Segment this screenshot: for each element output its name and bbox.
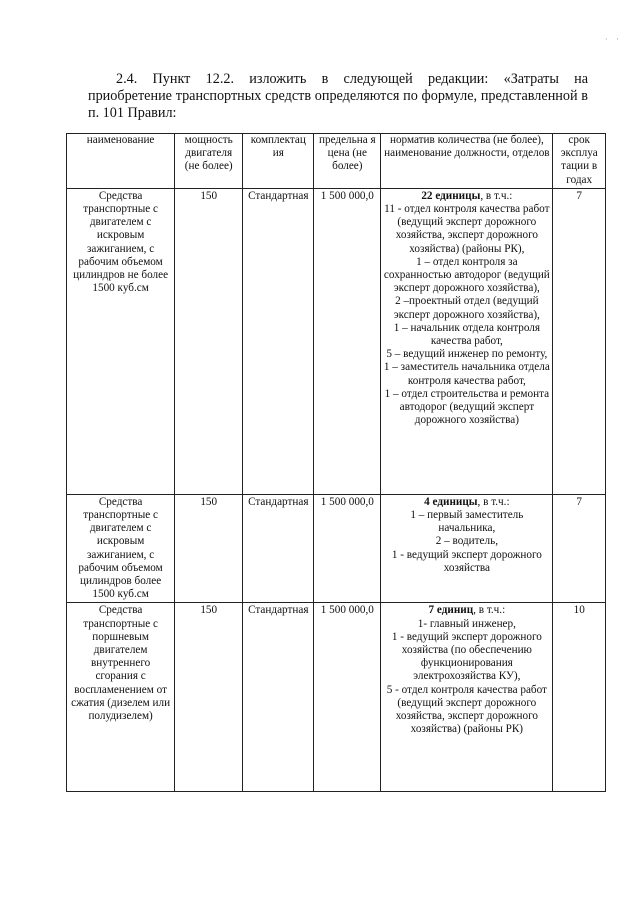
intro-paragraph	[88, 71, 588, 122]
norm-item: 1 - ведущий эксперт дорожного хозяйства	[391, 548, 542, 574]
cell-power: 150	[175, 494, 243, 603]
norm-lead-count: 4 единицы	[424, 495, 478, 508]
scan-specks: · ·	[604, 34, 622, 44]
norm-item: 1- главный инженер,	[417, 617, 516, 630]
cell-power: 150	[175, 188, 243, 494]
header-name: наименование	[67, 134, 175, 189]
cell-name: Средства транспортные с двигателем с искровым зажиганием, с рабочим объемом цилиндров не более 1500 куб.см	[67, 188, 175, 494]
cell-norm	[381, 494, 553, 603]
header-price: предельна я цена (не более)	[314, 134, 381, 189]
intro-line-2: приобретение транспортных средств определяются по формуле, представленной в	[88, 88, 588, 104]
vehicle-costs-table	[66, 133, 606, 792]
norm-item: 1 – начальник отдела контроля качества работ,	[393, 321, 541, 348]
norm-lead	[421, 190, 512, 202]
cell-price: 1 500 000,0	[314, 603, 381, 792]
norm-lead-count: 22 единицы	[421, 189, 481, 202]
norm-item: 11 - отдел контроля качества работ (ведущий эксперт дорожного хозяйства, эксперт дорожного хозяйства) (районы РК),	[384, 203, 550, 255]
header-power: мощность двигателя (не более)	[175, 134, 243, 189]
norm-item: 1 – заместитель начальника отдела контроля качества работ,	[383, 361, 550, 387]
table-header-row	[67, 134, 606, 189]
cell-config: Стандартная	[243, 603, 314, 792]
norm-lead	[429, 604, 506, 616]
table-row	[67, 494, 606, 603]
intro-line-1: 2.4. Пункт 12.2. изложить в следующей редакции: «Затраты на	[116, 71, 588, 87]
header-config: комплектац ия	[243, 134, 314, 189]
cell-price: 1 500 000,0	[314, 494, 381, 603]
norm-lead-suffix: , в т.ч.:	[477, 495, 510, 508]
norm-item: 5 - отдел контроля качества работ (ведущий эксперт дорожного хозяйства, эксперт дорожного хозяйства) (районы РК)	[386, 683, 547, 736]
cell-name: Средства транспортные с поршневым двигателем внутреннего сгорания с воспламенением от сжатия (дизелем или полудизелем)	[67, 603, 175, 792]
norm-item: 1 - ведущий эксперт дорожного хозяйства (по обеспечению функционирования электрохозяйства КУ),	[391, 630, 542, 683]
header-norm: норматив количества (не более), наименование должности, отделов	[381, 134, 553, 189]
table-row	[67, 603, 606, 792]
norm-lead	[424, 496, 509, 508]
cell-term: 10	[553, 603, 606, 792]
norm-item: 1 – первый заместитель начальника,	[410, 509, 524, 535]
norm-lead-suffix: , в т.ч.:	[480, 189, 513, 202]
table-row	[67, 188, 606, 494]
norm-lead-count: 7 единиц	[428, 604, 474, 617]
cell-config: Стандартная	[243, 494, 314, 603]
cell-power: 150	[175, 603, 243, 792]
norm-item: 1 – отдел контроля за сохранностью автодорог (ведущий эксперт дорожного хозяйства),	[383, 255, 550, 295]
norm-lead-suffix: , в т.ч.:	[473, 604, 506, 617]
header-term: срок эксплуа тации в годах	[553, 134, 606, 189]
norm-item: 2 –проектный отдел (ведущий эксперт дорожного хозяйства),	[393, 295, 540, 321]
norm-item: 1 – отдел строительства и ремонта автодорог (ведущий эксперт дорожного хозяйства)	[384, 387, 550, 427]
cell-price: 1 500 000,0	[314, 188, 381, 494]
norm-item: 5 – ведущий инженер по ремонту,	[386, 348, 548, 361]
cell-term: 7	[553, 188, 606, 494]
cell-name: Средства транспортные с двигателем с искровым зажиганием, с рабочим объемом цилиндров более 1500 куб.см	[67, 494, 175, 603]
cell-config: Стандартная	[243, 188, 314, 494]
norm-item: 2 – водитель,	[435, 535, 498, 548]
cell-norm	[381, 603, 553, 792]
cell-term: 7	[553, 494, 606, 603]
cell-norm	[381, 188, 553, 494]
intro-line-3: п. 101 Правил:	[88, 105, 177, 121]
